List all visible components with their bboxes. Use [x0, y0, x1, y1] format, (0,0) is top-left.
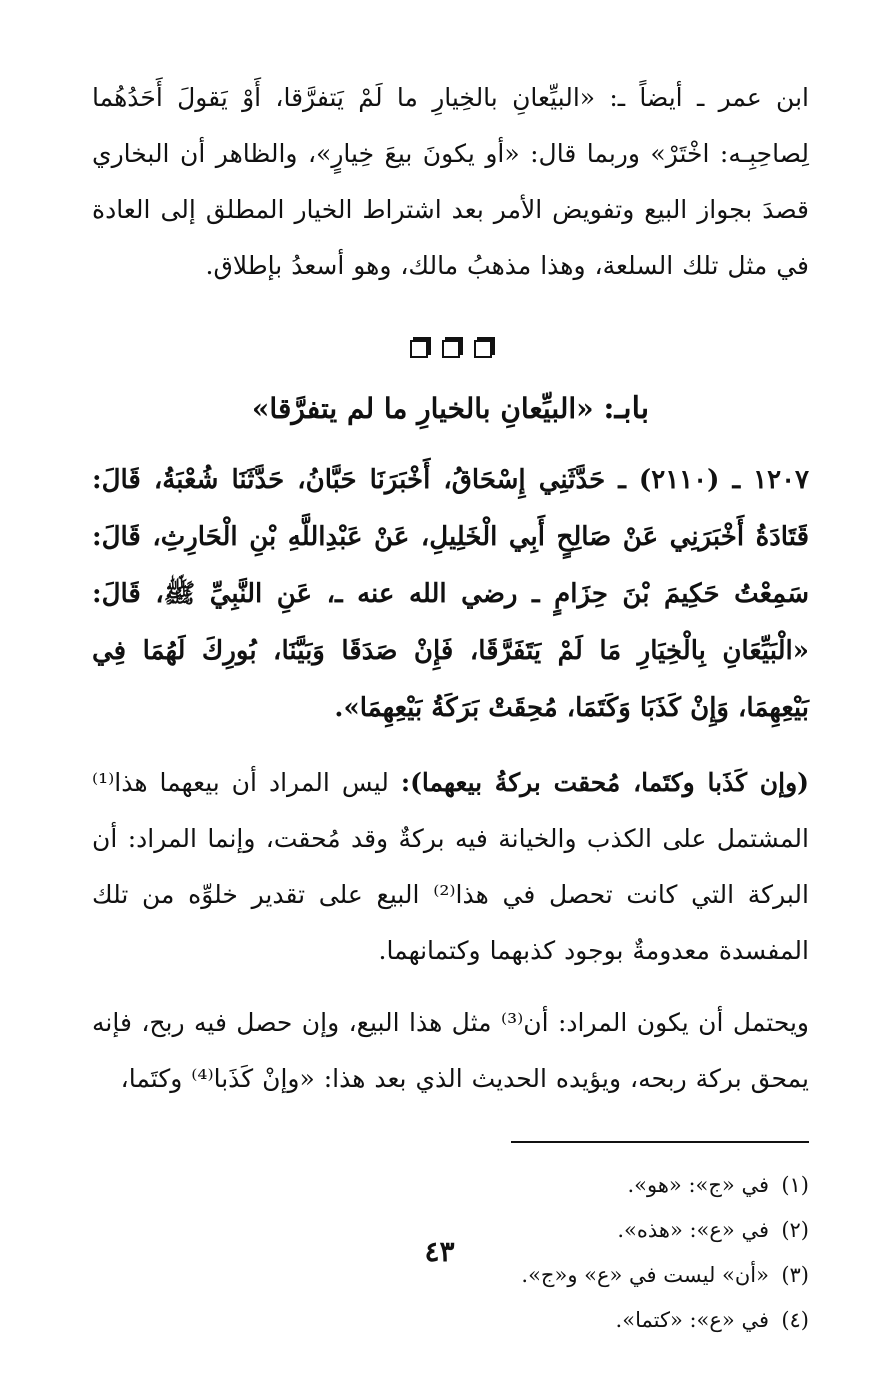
commentary-paragraph-1 [92, 755, 809, 979]
footnote-text: في «ع»: «هذه». [617, 1218, 769, 1242]
footnote-item [92, 1298, 809, 1343]
commentary-body: ليس المراد أن بيعهما هذا⁽¹⁾ المشتمل على الكذب والخيانة فيه بركةٌ وقد مُحقت، وإنما المراد: أن البركة التي كانت تحصل في هذا⁽²⁾ البيع على تقدير خلوِّه من تلك المفسدة معدومةٌ بوجود كذبهما وكتمانهما. [92, 768, 809, 965]
commentary-lemma: (وإن كَذَبا وكتَما، مُحقت بركةُ بيعهما): [400, 768, 809, 797]
separator-square-icon [410, 340, 428, 358]
separator-square-icon [442, 340, 460, 358]
intro-paragraph: ابن عمر ـ أيضاً ـ: «البيِّعانِ بالخِيارِ ما لَمْ يَتفرَّقا، أَوْ يَقولَ أَحَدُهُما لِصاحِبِـه: اخْتَرْ» وربما قال: «أو يكونَ بيعَ خِيارٍ»، والظاهر أن البخاري قصدَ بجواز البيع وتفويض الأمر بعد اشتراط الخيار المطلق إلى العادة في مثل تلك السلعة، وهذا مذهبُ مالك، وهو أسعدُ بإطلاق. [92, 83, 809, 280]
chapter-heading [92, 384, 809, 434]
footnote-text: في «ج»: «هو». [627, 1173, 769, 1197]
footnote-text: في «ع»: «كتما». [615, 1308, 769, 1332]
footnote-text: «أن» ليست في «ع» و«ج». [521, 1263, 769, 1287]
footnote-item [92, 1163, 809, 1208]
footnote-divider [511, 1141, 809, 1143]
page-number: ٤٣ [424, 1235, 455, 1268]
footnote-number: (٣) [781, 1263, 809, 1287]
hadith-text: ١٢٠٧ ـ (٢١١٠) ـ حَدَّثَنِي إِسْحَاقُ، أَخْبَرَنَا حَبَّانُ، حَدَّثَنَا شُعْبَةُ، قَالَ: قَتَادَةُ أَخْبَرَنِي عَنْ صَالِحٍ أَبِي الْخَلِيلِ، عَنْ عَبْدِاللَّهِ بْنِ الْحَارِثِ، قَالَ: سَمِعْتُ حَكِيمَ بْنَ حِزَامٍ ـ رضي الله عنه ـ، عَنِ النَّبِيِّ ﷺ، قَالَ: «الْبَيِّعَانِ بِالْخِيَارِ مَا لَمْ يَتَفَرَّقَا، فَإِنْ صَدَقَا وَبَيَّنَا، بُورِكَ لَهُمَا فِي بَيْعِهِمَا، وَإِنْ كَذَبَا وَكَتَمَا، مُحِقَتْ بَرَكَةُ بَيْعِهِمَا». [92, 465, 810, 723]
footnote-number: (١) [781, 1173, 809, 1197]
chapter-title: «البيِّعانِ بالخيارِ ما لم يتفرَّقا» [251, 392, 594, 425]
commentary-paragraph-2: ويحتمل أن يكون المراد: أن⁽³⁾ مثل هذا البيع، وإن حصل فيه ربح، فإنه يمحق بركة ربحه، ويؤيده الحديث الذي بعد هذا: «وإنْ كَذَبا⁽⁴⁾ وكتَما، [92, 1008, 809, 1093]
footnote-number: (٢) [781, 1218, 809, 1242]
footnote-number: (٤) [781, 1308, 809, 1332]
chapter-label: بابـ: [603, 391, 650, 426]
section-separator [92, 336, 809, 362]
separator-square-icon [474, 340, 492, 358]
